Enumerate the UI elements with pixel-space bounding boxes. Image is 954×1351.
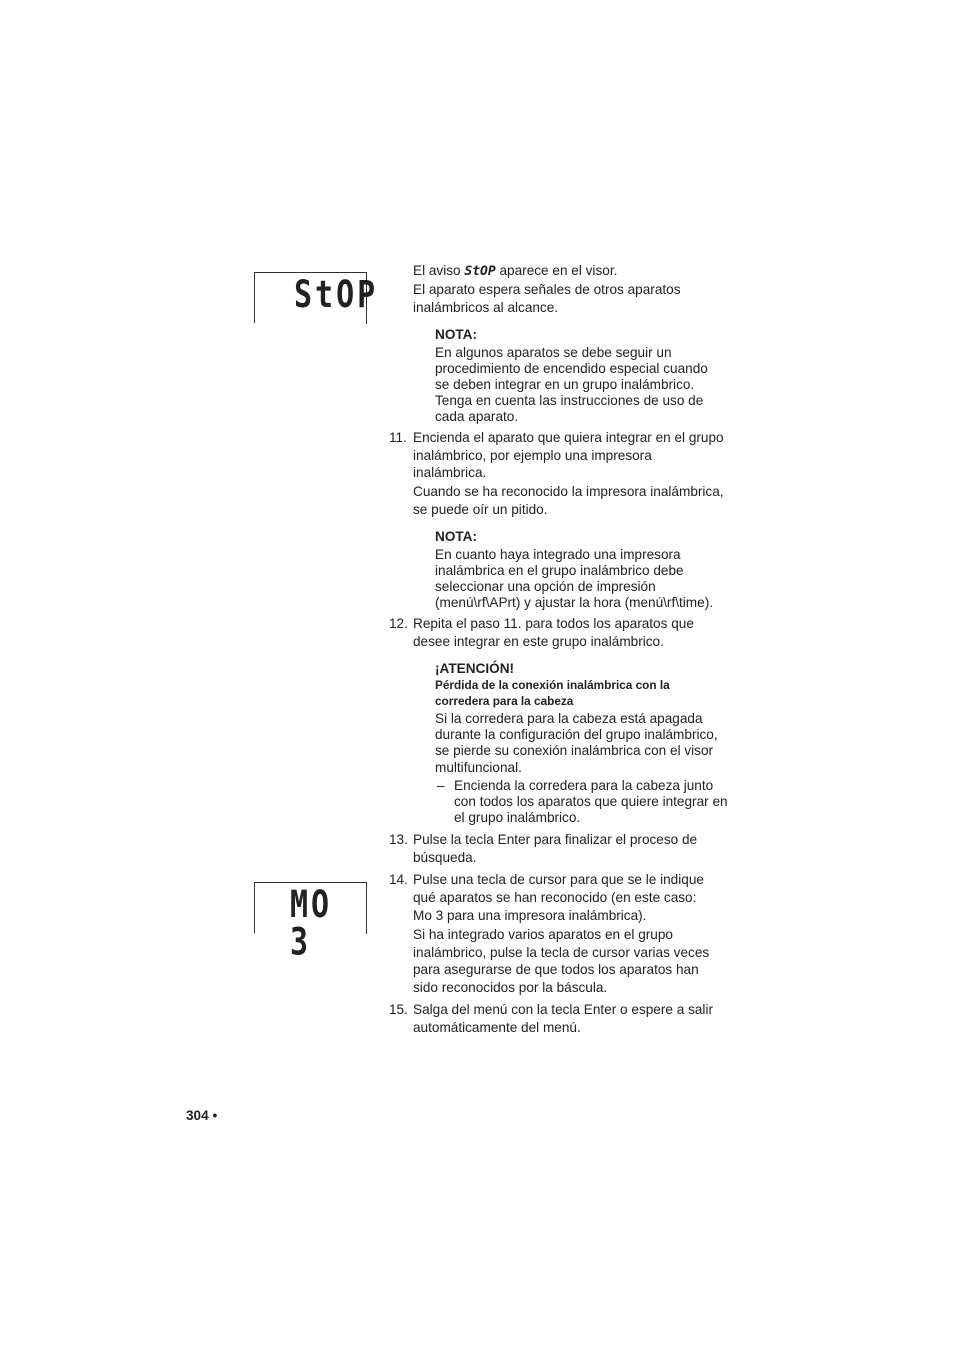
step-line: Mo 3 para una impresora inalámbrica). [413,908,647,923]
bullet-dash: – [437,778,445,793]
intro-line-1 [413,262,617,280]
atencion-subtitle: Pérdida de la conexión inalámbrica con la [435,678,670,692]
nota-title: NOTA: [435,529,478,544]
step-line: Encienda el aparato que quiera integrar en el grupo [413,430,724,445]
nota-line: seleccionar una opción de impresión [435,579,656,594]
step-line: Pulse la tecla Enter para finalizar el proceso de [413,832,698,847]
atencion-line: multifuncional. [435,760,522,775]
step-number: 14. [389,872,408,887]
step-line: inalámbrico, pulse la tecla de cursor varias veces [413,945,710,960]
nota-line: procedimiento de encendido especial cuando [435,361,708,376]
step-line: se puede oír un pitido. [413,502,548,517]
step-line: búsqueda. [413,850,477,865]
step-number: 11. [389,430,407,445]
intro-line-2: El aparato espera señales de otros aparatos [413,282,681,297]
step-line: qué aparatos se han reconocido (en este caso: [413,890,697,905]
step-line: Cuando se ha reconocido la impresora inalámbrica, [413,484,724,499]
nota-line: (menú\rf\APrt) y ajustar la hora (menú\rf\time). [435,595,713,610]
nota-line: inalámbrica en el grupo inalámbrico debe [435,563,684,578]
nota-line: En algunos aparatos se debe seguir un [435,345,672,360]
atencion-line: Si la corredera para la cabeza está apagada [435,711,703,726]
nota-line: cada aparato. [435,409,519,424]
bullet-line: el grupo inalámbrico. [454,810,581,825]
intro-line-3: inalámbricos al alcance. [413,300,559,315]
inline-stop-symbol: StOP [464,264,496,279]
lcd-text-stop: StOP [294,273,379,317]
step-line: para asegurarse de que todos los aparatos han [413,962,699,977]
step-number: 15. [389,1002,408,1017]
atencion-line: se pierde su conexión inalámbrica con el visor [435,743,714,758]
lcd-display-mo3 [254,882,367,965]
step-line: sido reconocidos por la báscula. [413,980,608,995]
step-number: 12. [389,616,408,631]
lcd-text-mo3: MO 3 [290,883,333,965]
step-line: desee integrar en este grupo inalámbrico. [413,634,664,649]
step-line: automáticamente del menú. [413,1020,581,1035]
lcd-edge [254,272,255,323]
bullet-line: con todos los aparatos que quiere integrar en [454,794,728,809]
atencion-line: durante la configuración del grupo inalámbrico, [435,727,718,742]
step-line: inalámbrico, por ejemplo una impresora [413,448,652,463]
step-line: inalámbrica. [413,465,487,480]
bullet-line: Encienda la corredera para la cabeza junto [454,778,714,793]
nota-title: NOTA: [435,327,478,342]
step-line: Salga del menú con la tecla Enter o espere a salir [413,1002,713,1017]
step-line: Pulse una tecla de cursor para que se le indique [413,872,704,887]
intro-text: aparece en el visor. [499,263,618,278]
lcd-edge [254,882,255,933]
step-number: 13. [389,832,408,847]
atencion-subtitle: corredera para la cabeza [435,694,574,708]
nota-line: se deben integrar en un grupo inalámbrico. [435,377,695,392]
step-line: Repita el paso 11. para todos los aparatos que [413,616,694,631]
nota-line: Tenga en cuenta las instrucciones de uso de [435,393,704,408]
step-line: Si ha integrado varios aparatos en el grupo [413,927,673,942]
lcd-display-stop [254,272,379,324]
page-number: 304 • [186,1108,218,1123]
nota-line: En cuanto haya integrado una impresora [435,547,681,562]
atencion-title: ¡ATENCIÓN! [435,661,515,676]
intro-text: El aviso [413,263,461,278]
